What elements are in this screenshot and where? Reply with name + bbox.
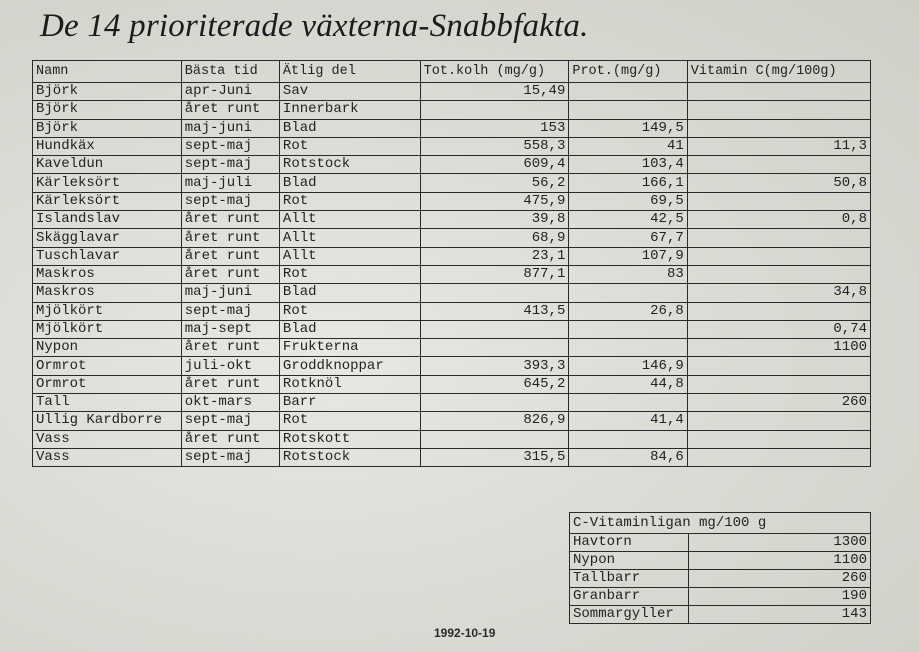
table-cell: maj-sept	[181, 320, 279, 338]
table-cell: 56,2	[420, 174, 569, 192]
table-cell: 826,9	[420, 412, 569, 430]
table-row	[33, 156, 871, 174]
table-cell	[420, 430, 569, 448]
table-cell: 609,4	[420, 156, 569, 174]
league-row	[570, 588, 871, 606]
table-cell: 41	[569, 137, 687, 155]
table-cell: 44,8	[569, 375, 687, 393]
table-cell: Rot	[279, 302, 420, 320]
table-cell: sept-maj	[181, 192, 279, 210]
table-cell: Nypon	[33, 339, 182, 357]
table-cell: sept-maj	[181, 156, 279, 174]
table-cell: Ormrot	[33, 357, 182, 375]
table-cell: Tall	[33, 394, 182, 412]
league-plant-name: Sommargyller	[570, 606, 689, 624]
table-cell: 39,8	[420, 211, 569, 229]
table-cell: Blad	[279, 119, 420, 137]
table-cell: Frukterna	[279, 339, 420, 357]
table-cell: 23,1	[420, 247, 569, 265]
column-header: Tot.kolh (mg/g)	[420, 61, 569, 83]
table-cell: okt-mars	[181, 394, 279, 412]
table-cell: Kärleksört	[33, 174, 182, 192]
table-cell	[687, 412, 870, 430]
page-title: De 14 prioriterade växterna-Snabbfakta.	[40, 8, 589, 44]
table-cell: året runt	[181, 211, 279, 229]
table-cell: året runt	[181, 430, 279, 448]
table-row	[33, 302, 871, 320]
table-cell: 475,9	[420, 192, 569, 210]
table-cell: Rot	[279, 192, 420, 210]
table-cell: sept-maj	[181, 302, 279, 320]
table-cell: Björk	[33, 83, 182, 101]
column-header: Prot.(mg/g)	[569, 61, 687, 83]
table-cell	[687, 83, 870, 101]
table-cell: 149,5	[569, 119, 687, 137]
plant-facts-table	[32, 60, 871, 467]
table-cell: Maskros	[33, 265, 182, 283]
table-row	[33, 137, 871, 155]
table-cell: sept-maj	[181, 137, 279, 155]
table-cell: 50,8	[687, 174, 870, 192]
table-row	[33, 101, 871, 119]
table-cell	[687, 302, 870, 320]
table-cell: året runt	[181, 375, 279, 393]
table-cell: 84,6	[569, 448, 687, 466]
table-row	[33, 119, 871, 137]
table-cell	[420, 101, 569, 119]
table-cell: 153	[420, 119, 569, 137]
league-row	[570, 534, 871, 552]
table-cell: apr-Juni	[181, 83, 279, 101]
table-cell: Mjölkört	[33, 320, 182, 338]
league-vitamin-value: 1300	[689, 534, 871, 552]
table-cell: Mjölkört	[33, 302, 182, 320]
table-cell: juli-okt	[181, 357, 279, 375]
table-cell: Rot	[279, 137, 420, 155]
table-cell: Rot	[279, 412, 420, 430]
league-vitamin-value: 143	[689, 606, 871, 624]
table-cell: året runt	[181, 265, 279, 283]
table-cell: Vass	[33, 448, 182, 466]
table-cell: Rotskott	[279, 430, 420, 448]
vitamin-c-league-table	[569, 512, 871, 624]
table-cell	[687, 156, 870, 174]
table-cell: Sav	[279, 83, 420, 101]
table-cell	[687, 265, 870, 283]
table-row	[33, 430, 871, 448]
table-cell: Tuschlavar	[33, 247, 182, 265]
table-cell	[420, 320, 569, 338]
table-cell: Blad	[279, 174, 420, 192]
table-cell: Allt	[279, 229, 420, 247]
table-row	[33, 83, 871, 101]
table-cell	[569, 284, 687, 302]
league-row	[570, 552, 871, 570]
table-row	[33, 394, 871, 412]
table-row	[33, 412, 871, 430]
column-header: Bästa tid	[181, 61, 279, 83]
table-cell	[687, 119, 870, 137]
table-cell: 645,2	[420, 375, 569, 393]
table-cell: året runt	[181, 339, 279, 357]
table-cell: 107,9	[569, 247, 687, 265]
table-cell: 26,8	[569, 302, 687, 320]
table-cell: Islandslav	[33, 211, 182, 229]
league-plant-name: Nypon	[570, 552, 689, 570]
table-row	[33, 339, 871, 357]
table-row	[33, 192, 871, 210]
table-row	[33, 247, 871, 265]
table-cell: 11,3	[687, 137, 870, 155]
table-cell: 558,3	[420, 137, 569, 155]
table-cell: Rotstock	[279, 156, 420, 174]
table-cell: 69,5	[569, 192, 687, 210]
league-row	[570, 570, 871, 588]
table-cell: Ullig Kardborre	[33, 412, 182, 430]
table-cell: 0,74	[687, 320, 870, 338]
table-header-row	[33, 61, 871, 83]
table-cell: 166,1	[569, 174, 687, 192]
table-cell: Vass	[33, 430, 182, 448]
league-header: C-Vitaminligan mg/100 g	[570, 513, 871, 534]
table-cell: maj-juni	[181, 119, 279, 137]
table-cell: Hundkäx	[33, 137, 182, 155]
table-row	[33, 211, 871, 229]
league-header-row	[570, 513, 871, 534]
table-cell: sept-maj	[181, 448, 279, 466]
column-header: Namn	[33, 61, 182, 83]
table-row	[33, 320, 871, 338]
table-cell	[687, 229, 870, 247]
table-row	[33, 448, 871, 466]
league-vitamin-value: 1100	[689, 552, 871, 570]
table-cell	[687, 357, 870, 375]
table-cell: Rotstock	[279, 448, 420, 466]
table-cell: Groddknoppar	[279, 357, 420, 375]
league-plant-name: Tallbarr	[570, 570, 689, 588]
column-header: Ätlig del	[279, 61, 420, 83]
table-cell: Barr	[279, 394, 420, 412]
table-cell: året runt	[181, 101, 279, 119]
table-cell: Kärleksört	[33, 192, 182, 210]
table-cell	[420, 339, 569, 357]
table-cell	[687, 101, 870, 119]
table-cell: Björk	[33, 119, 182, 137]
table-cell: Skägglavar	[33, 229, 182, 247]
table-cell: Rotknöl	[279, 375, 420, 393]
table-cell	[687, 448, 870, 466]
league-vitamin-value: 260	[689, 570, 871, 588]
table-cell: 68,9	[420, 229, 569, 247]
document-date: 1992-10-19	[434, 626, 496, 640]
table-cell: Kaveldun	[33, 156, 182, 174]
table-cell: maj-juli	[181, 174, 279, 192]
table-cell	[569, 339, 687, 357]
table-row	[33, 265, 871, 283]
table-row	[33, 284, 871, 302]
table-cell	[569, 430, 687, 448]
table-cell	[687, 375, 870, 393]
table-cell	[687, 430, 870, 448]
table-cell: 413,5	[420, 302, 569, 320]
table-cell	[687, 192, 870, 210]
table-cell: Blad	[279, 284, 420, 302]
table-cell	[569, 101, 687, 119]
table-cell	[687, 247, 870, 265]
table-cell: 260	[687, 394, 870, 412]
table-cell: 41,4	[569, 412, 687, 430]
league-plant-name: Havtorn	[570, 534, 689, 552]
table-cell: 393,3	[420, 357, 569, 375]
table-cell: Innerbark	[279, 101, 420, 119]
table-cell: maj-juni	[181, 284, 279, 302]
table-cell: 1100	[687, 339, 870, 357]
table-cell: året runt	[181, 247, 279, 265]
table-cell: Maskros	[33, 284, 182, 302]
table-cell	[569, 83, 687, 101]
table-cell: 0,8	[687, 211, 870, 229]
table-cell	[420, 394, 569, 412]
table-cell: 146,9	[569, 357, 687, 375]
table-cell: 34,8	[687, 284, 870, 302]
table-cell: sept-maj	[181, 412, 279, 430]
table-cell: Björk	[33, 101, 182, 119]
table-cell: 103,4	[569, 156, 687, 174]
table-row	[33, 357, 871, 375]
table-cell: Blad	[279, 320, 420, 338]
league-row	[570, 606, 871, 624]
table-cell: 83	[569, 265, 687, 283]
league-plant-name: Granbarr	[570, 588, 689, 606]
table-row	[33, 375, 871, 393]
table-cell: 315,5	[420, 448, 569, 466]
table-cell: Ormrot	[33, 375, 182, 393]
table-cell: Allt	[279, 211, 420, 229]
table-cell	[569, 394, 687, 412]
table-cell	[420, 284, 569, 302]
table-cell: 15,49	[420, 83, 569, 101]
table-cell: 67,7	[569, 229, 687, 247]
column-header: Vitamin C(mg/100g)	[687, 61, 870, 83]
table-cell: 42,5	[569, 211, 687, 229]
table-cell: Allt	[279, 247, 420, 265]
table-row	[33, 174, 871, 192]
table-cell: året runt	[181, 229, 279, 247]
table-cell: Rot	[279, 265, 420, 283]
league-vitamin-value: 190	[689, 588, 871, 606]
table-cell	[569, 320, 687, 338]
table-row	[33, 229, 871, 247]
table-cell: 877,1	[420, 265, 569, 283]
